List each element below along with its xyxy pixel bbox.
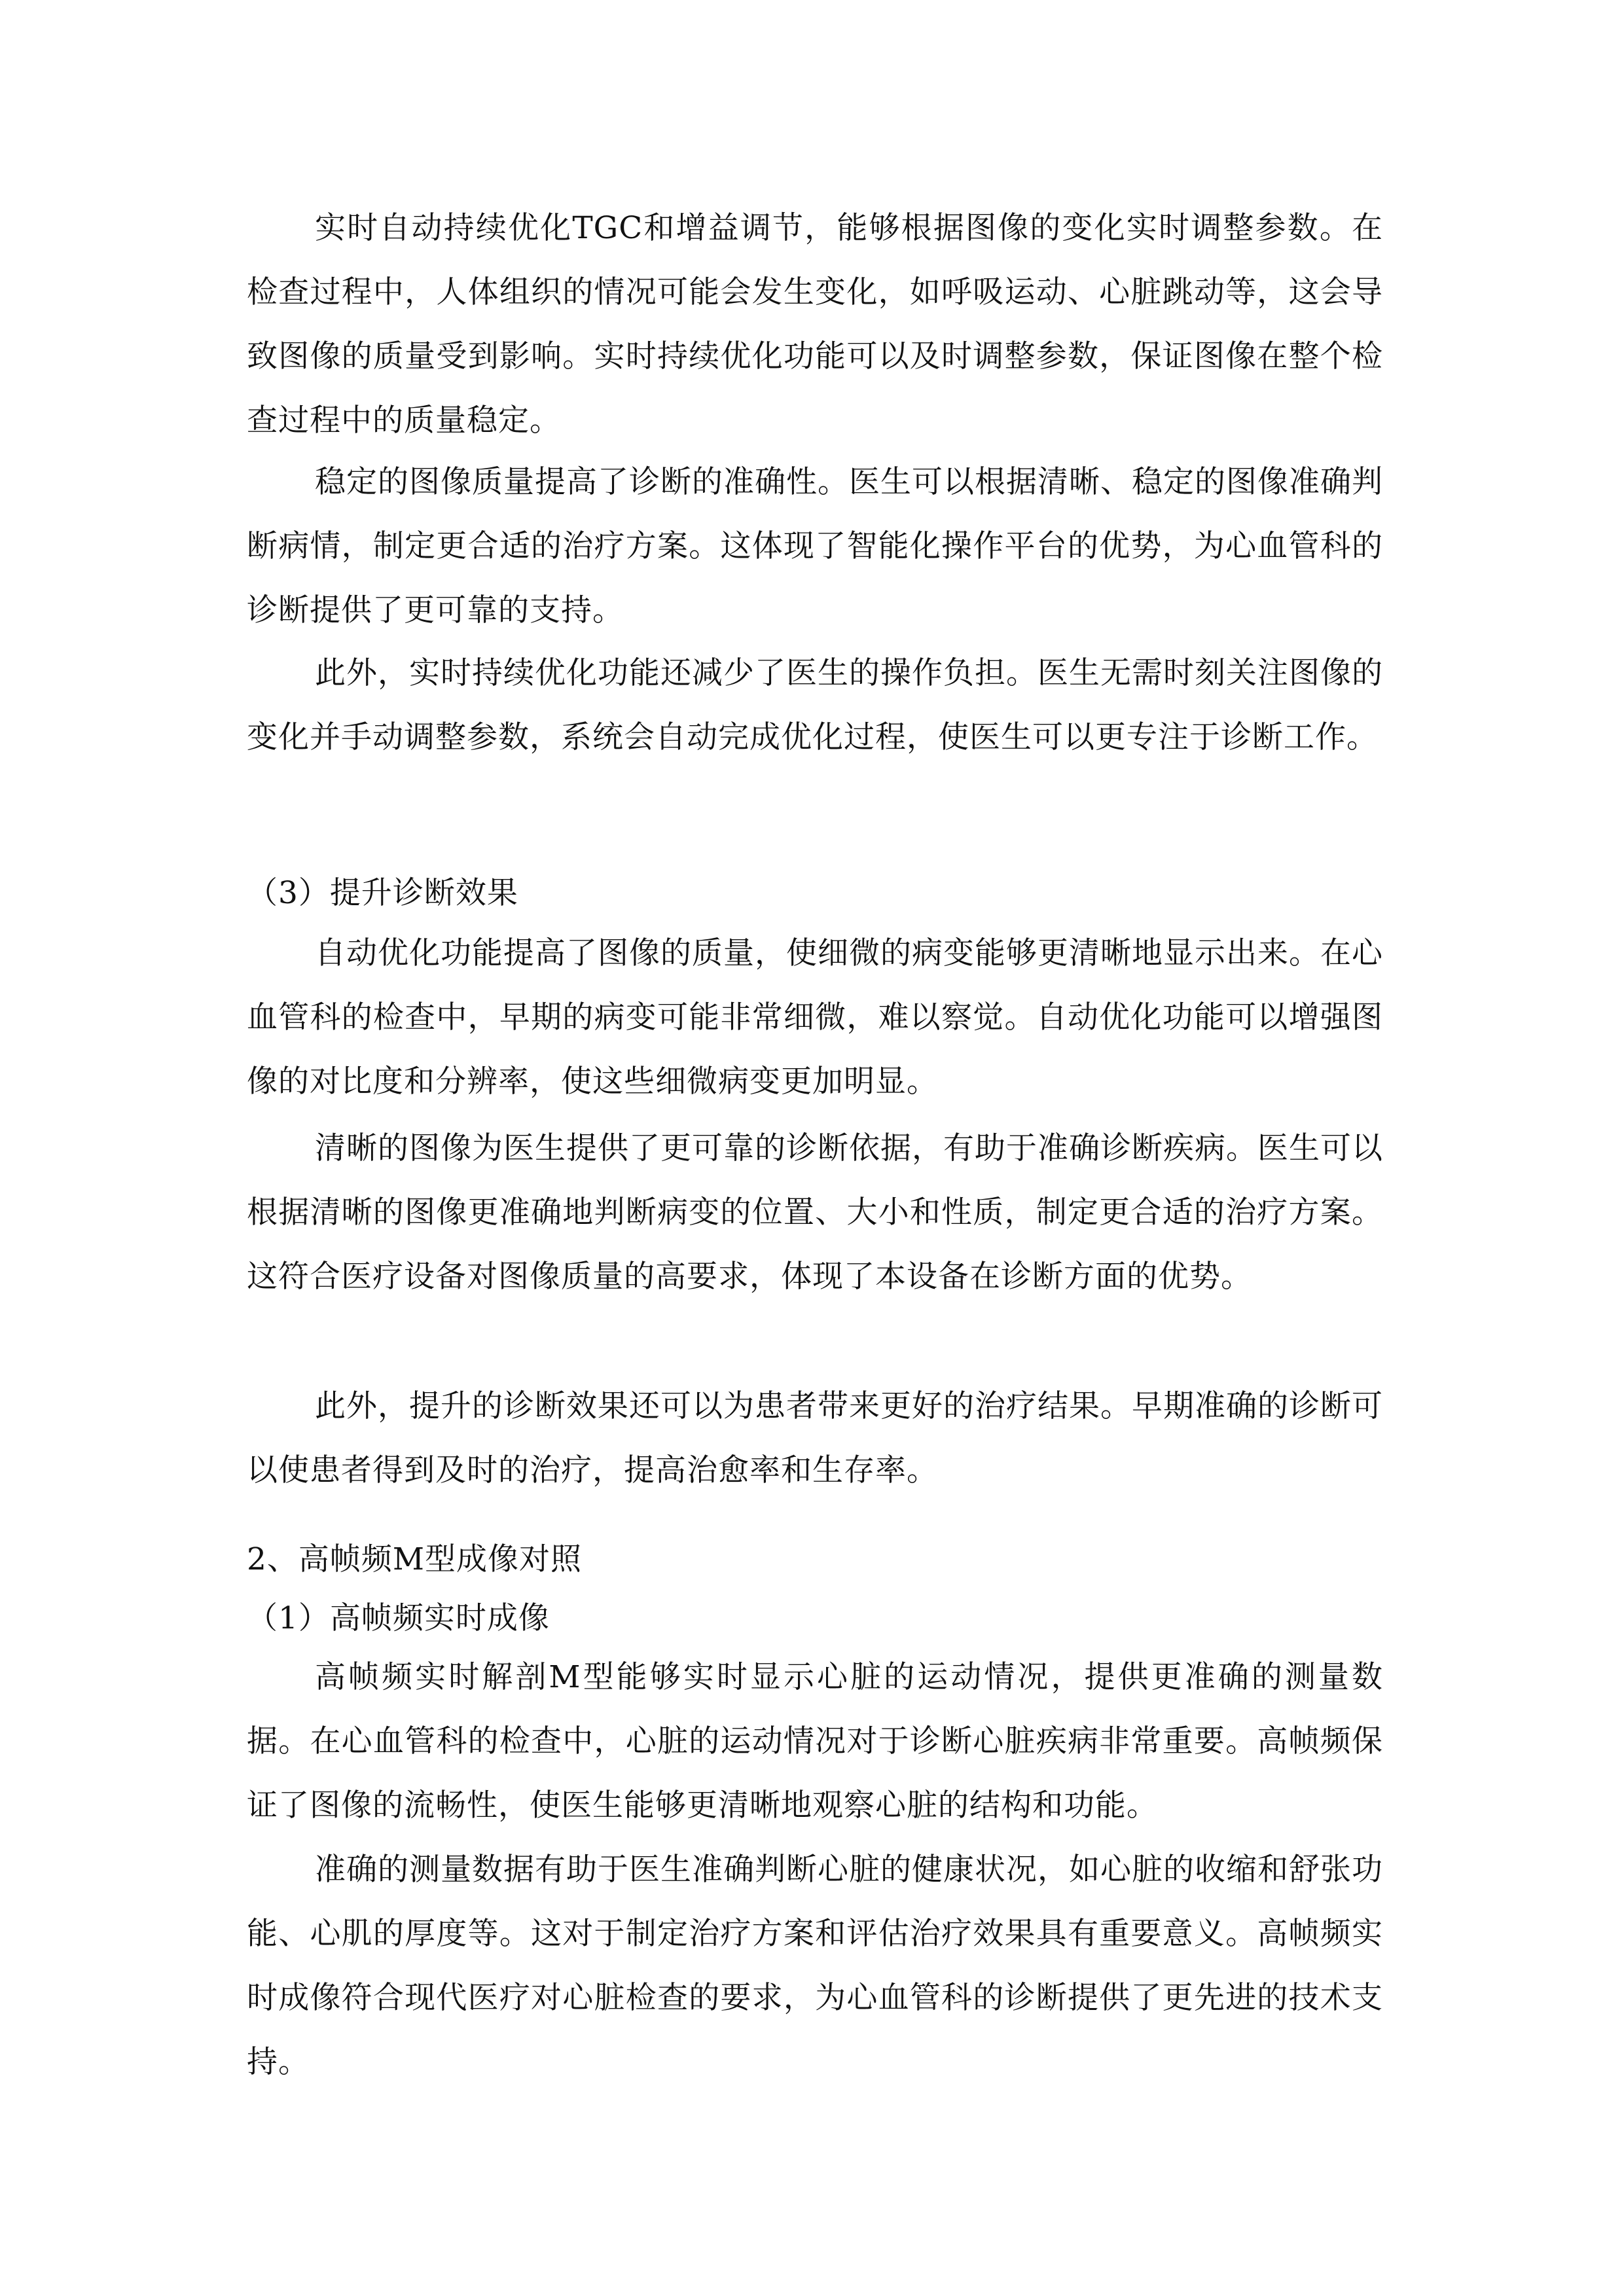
section-heading-improve-diagnosis: （3）提升诊断效果: [247, 875, 518, 911]
paragraph-clear-image-basis: 清晰的图像为医生提供了更可靠的诊断依据，有助于准确诊断疾病。医生可以根据清晰的图像更准确地判断病变的位置、大小和性质，制定更合适的治疗方案。这符合医疗设备对图像质量的高要求，体现了本设备在诊断方面的优势。: [247, 1130, 1383, 1295]
paragraph-treatment-outcome: 此外，提升的诊断效果还可以为患者带来更好的治疗结果。早期准确的诊断可以使患者得到及时的治疗，提高治愈率和生存率。: [247, 1388, 1383, 1488]
paragraph-auto-optimization: 自动优化功能提高了图像的质量，使细微的病变能够更清晰地显示出来。在心血管科的检查中，早期的病变可能非常细微，难以察觉。自动优化功能可以增强图像的对比度和分辨率，使这些细微病变更加明显。: [247, 935, 1383, 1100]
paragraph-reduced-workload: 此外，实时持续优化功能还减少了医生的操作负担。医生无需时刻关注图像的变化并手动调整参数，系统会自动完成优化过程，使医生可以更专注于诊断工作。: [247, 655, 1383, 755]
paragraph-high-frame-rate: 高帧频实时解剖M型能够实时显示心脏的运动情况，提供更准确的测量数据。在心血管科的检查中，心脏的运动情况对于诊断心脏疾病非常重要。高帧频保证了图像的流畅性，使医生能够更清晰地观察心脏的结构和功能。: [247, 1659, 1383, 1823]
subsection-heading-realtime-imaging: （1）高帧频实时成像: [247, 1600, 550, 1636]
section-heading-m-mode: 2、高帧频M型成像对照: [247, 1541, 583, 1577]
paragraph-stable-image-quality: 稳定的图像质量提高了诊断的准确性。医生可以根据清晰、稳定的图像准确判断病情，制定更合适的治疗方案。这体现了智能化操作平台的优势，为心血管科的诊断提供了更可靠的支持。: [247, 464, 1383, 628]
paragraph-tgc-optimization: 实时自动持续优化TGC和增益调节，能够根据图像的变化实时调整参数。在检查过程中，人体组织的情况可能会发生变化，如呼吸运动、心脏跳动等，这会导致图像的质量受到影响。实时持续优化功能可以及时调整参数，保证图像在整个检查过程中的质量稳定。: [247, 210, 1383, 439]
paragraph-accurate-measurement: 准确的测量数据有助于医生准确判断心脏的健康状况，如心脏的收缩和舒张功能、心肌的厚度等。这对于制定治疗方案和评估治疗效果具有重要意义。高帧频实时成像符合现代医疗对心脏检查的要求，为心血管科的诊断提供了更先进的技术支持。: [247, 1852, 1383, 2080]
